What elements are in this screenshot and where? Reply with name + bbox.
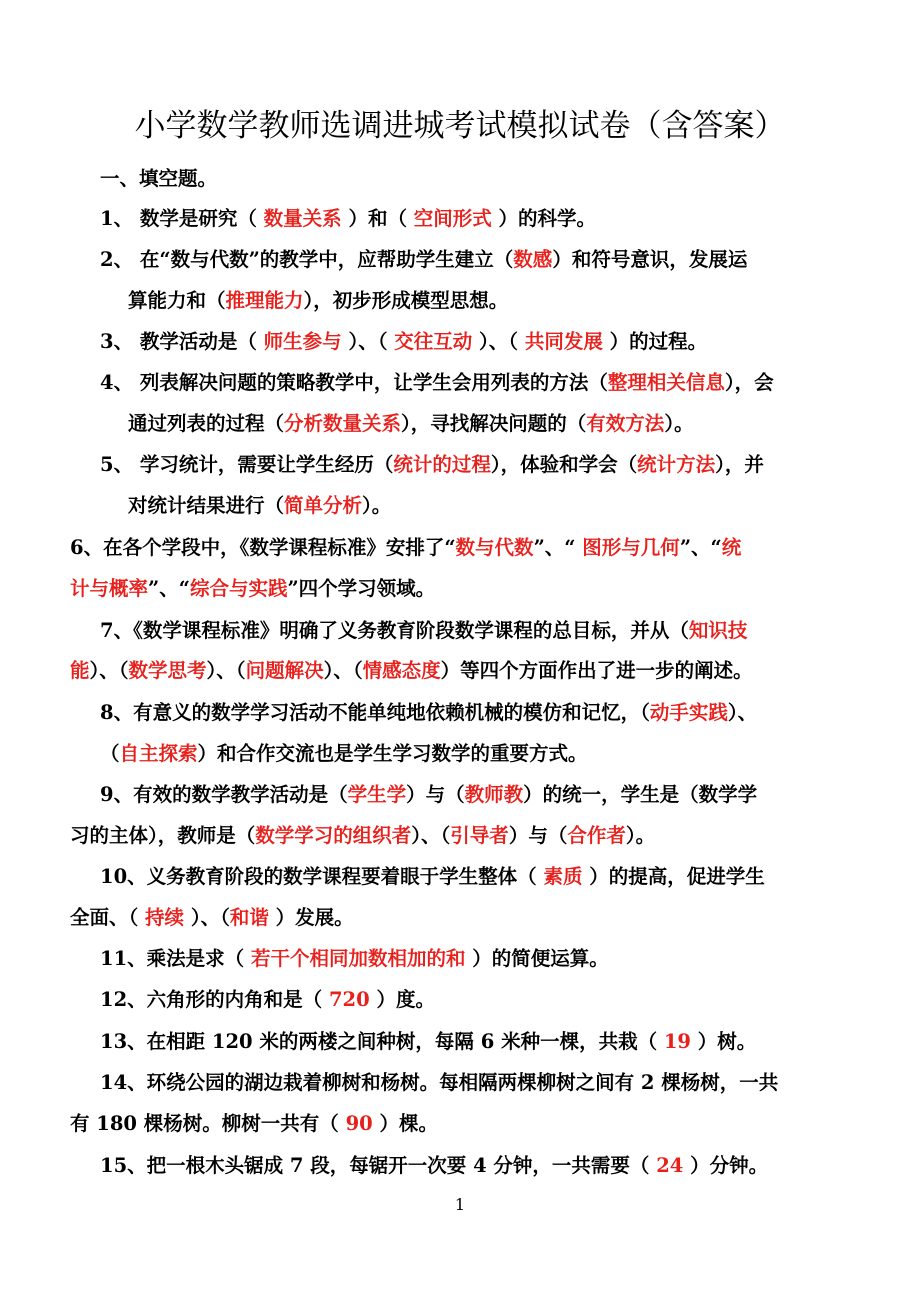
question-line <box>100 369 774 397</box>
question-text: 8、有意义的数学学习活动不能单纯地依赖机械的模仿和记忆，（ <box>100 701 650 724</box>
question-text: ），寻找解决问题的（ <box>401 412 587 435</box>
answer-text: 数量关系 <box>263 207 342 230</box>
question-text: ），体验和学会（ <box>490 453 638 476</box>
question-text: ）度。 <box>369 988 435 1011</box>
question-text: ）分钟。 <box>683 1154 769 1177</box>
question-line <box>100 1028 756 1056</box>
question-text: ）。 <box>625 824 656 847</box>
answer-text: 数学学习的组织者 <box>255 824 412 847</box>
answer-text: 19 <box>663 1030 691 1053</box>
answer-text: 数学思考 <box>128 659 207 682</box>
question-text: ）棵。 <box>372 1112 439 1135</box>
answer-text: 综合与实践 <box>189 577 288 600</box>
answer-text: 交往互动 <box>394 330 473 353</box>
question-text: ），初步形成模型思想。 <box>303 289 509 312</box>
question-text: ）、（ <box>206 659 246 682</box>
answer-text: 自主探索 <box>119 742 198 765</box>
answer-text: 学生学 <box>347 783 407 806</box>
answer-text: 问题解决 <box>245 659 324 682</box>
question-line <box>100 451 764 479</box>
question-line <box>128 410 694 438</box>
answer-text: 720 <box>328 988 370 1011</box>
question-line <box>100 1152 768 1180</box>
question-text: ”、“ <box>533 536 583 559</box>
question-line <box>70 534 741 562</box>
question-text: 有 180 棵杨树。柳树一共有（ <box>70 1112 346 1135</box>
document-title: 小学数学教师选调进城考试模拟试卷（含答案） <box>134 108 786 144</box>
answer-text: 共同发展 <box>524 330 603 353</box>
answer-text: 统计方法 <box>637 453 716 476</box>
answer-text: 统计的过程 <box>393 453 491 476</box>
question-text: ）的过程。 <box>602 330 708 353</box>
question-text: ）的简便运算。 <box>465 947 609 970</box>
question-text: 5、 学习统计，需要让学生经历（ <box>100 453 394 476</box>
question-text: ）、（ <box>341 330 395 353</box>
question-line <box>100 863 765 891</box>
question-line <box>70 575 435 603</box>
page-number: 1 <box>454 1195 466 1214</box>
answer-text: 知识技 <box>688 619 748 642</box>
question-text: ），会 <box>724 371 774 394</box>
question-text: ）。 <box>362 494 392 517</box>
question-text: ）与（ <box>406 783 465 806</box>
question-text: 14、环绕公园的湖边栽着柳树和杨树。每相隔两棵柳树之间有 2 棵杨树，一共 <box>100 1071 779 1094</box>
question-text: 9、有效的数学教学活动是（ <box>100 783 348 806</box>
answer-text: 能 <box>70 659 90 682</box>
answer-text: 持续 <box>145 906 185 929</box>
question-text: ）和（ <box>341 207 414 230</box>
question-line <box>70 1110 438 1138</box>
answer-text: 合作者 <box>567 824 626 847</box>
question-text: 13、在相距 120 米的两楼之间种树，每隔 6 米种一棵，共栽（ <box>100 1030 664 1053</box>
question-text: ）发展。 <box>268 906 354 929</box>
question-line <box>100 165 217 193</box>
answer-text: 若干个相同加数相加的和 <box>250 947 466 970</box>
answer-text: 和谐 <box>229 906 269 929</box>
question-line <box>100 205 596 233</box>
question-text: 3、 教学活动是（ <box>100 330 264 353</box>
question-text: ）、（ <box>323 659 363 682</box>
question-text: 4、 列表解决问题的策略教学中，让学生会用列表的方法（ <box>100 371 608 394</box>
question-text: 一、填空题。 <box>100 167 218 190</box>
answer-text: 推理能力 <box>225 289 304 312</box>
question-line <box>100 699 757 727</box>
question-text: ）树。 <box>691 1030 757 1053</box>
question-text: ）和合作交流也是学生学习数学的重要方式。 <box>197 742 588 765</box>
question-line <box>70 904 354 932</box>
question-text: 通过列表的过程（ <box>128 412 285 435</box>
answer-text: 引导者 <box>450 824 509 847</box>
question-text: （ <box>100 742 120 765</box>
question-text: ）的提高，促进学生 <box>582 865 765 888</box>
question-text: ）、（ <box>89 659 129 682</box>
question-text: ）与（ <box>508 824 568 847</box>
question-text: 10、义务教育阶段的数学课程要着眼于学生整体（ <box>100 865 544 888</box>
answer-text: 情感态度 <box>362 659 441 682</box>
question-text: 11、乘法是求（ <box>100 947 251 970</box>
answer-text: 简单分析 <box>284 494 363 517</box>
question-line <box>128 492 391 520</box>
answer-text: 统 <box>721 536 742 559</box>
answer-text: 空间形式 <box>413 207 492 230</box>
question-line <box>100 328 707 356</box>
answer-text: 90 <box>345 1112 373 1135</box>
question-text: ）、 <box>727 701 758 724</box>
answer-text: 图形与几何 <box>582 536 680 559</box>
question-text: 15、把一根木头锯成 7 段，每锯开一次要 4 分钟，一共需要（ <box>100 1154 657 1177</box>
question-text: ）的统一，学生是（数学学 <box>523 783 758 806</box>
question-text: 全面、（ <box>70 906 146 929</box>
question-line <box>100 781 757 809</box>
question-text: 7、《数学课程标准》明确了义务教育阶段数学课程的总目标，并从（ <box>100 619 689 642</box>
question-line <box>70 822 655 850</box>
answer-text: 素质 <box>543 865 583 888</box>
question-text: ”四个学习领域。 <box>287 577 436 600</box>
question-line <box>128 287 508 315</box>
question-line <box>100 945 609 973</box>
answer-text: 24 <box>656 1154 684 1177</box>
question-text: ”、“ <box>679 536 722 559</box>
answer-text: 分析数量关系 <box>284 412 402 435</box>
question-text: 2、 在“数与代数”的教学中，应帮助学生建立（ <box>100 248 514 271</box>
question-text: ）。 <box>664 412 694 435</box>
answer-text: 数感 <box>513 248 553 271</box>
answer-text: 有效方法 <box>586 412 665 435</box>
question-text: ）、（ <box>472 330 525 353</box>
question-text: ）、（ <box>411 824 451 847</box>
question-line <box>100 1069 778 1097</box>
question-line <box>100 740 588 768</box>
question-text: ”、“ <box>148 577 190 600</box>
question-text: ）和符号意识，发展运 <box>552 248 748 271</box>
question-text: 12、六角形的内角和是（ <box>100 988 329 1011</box>
answer-text: 数与代数 <box>455 536 534 559</box>
question-text: ）等四个方面作出了进一步的阐述。 <box>440 659 753 682</box>
question-text: ），并 <box>715 453 764 476</box>
question-text: 6、在各个学段中，《数学课程标准》安排了“ <box>70 536 456 559</box>
question-text: ）、（ <box>184 906 230 929</box>
question-text: 对统计结果进行（ <box>128 494 285 517</box>
question-line <box>100 246 747 274</box>
question-line <box>70 657 753 685</box>
question-text: 习的主体），教师是（ <box>70 824 256 847</box>
answer-text: 整理相关信息 <box>607 371 725 394</box>
question-line <box>100 617 747 645</box>
question-text: 1、 数学是研究（ <box>100 207 264 230</box>
answer-text: 师生参与 <box>263 330 342 353</box>
question-line <box>100 986 435 1014</box>
question-text: ）的科学。 <box>491 207 597 230</box>
question-text: 算能力和（ <box>128 289 226 312</box>
answer-text: 动手实践 <box>649 701 728 724</box>
answer-text: 计与概率 <box>70 577 149 600</box>
answer-text: 教师教 <box>464 783 524 806</box>
